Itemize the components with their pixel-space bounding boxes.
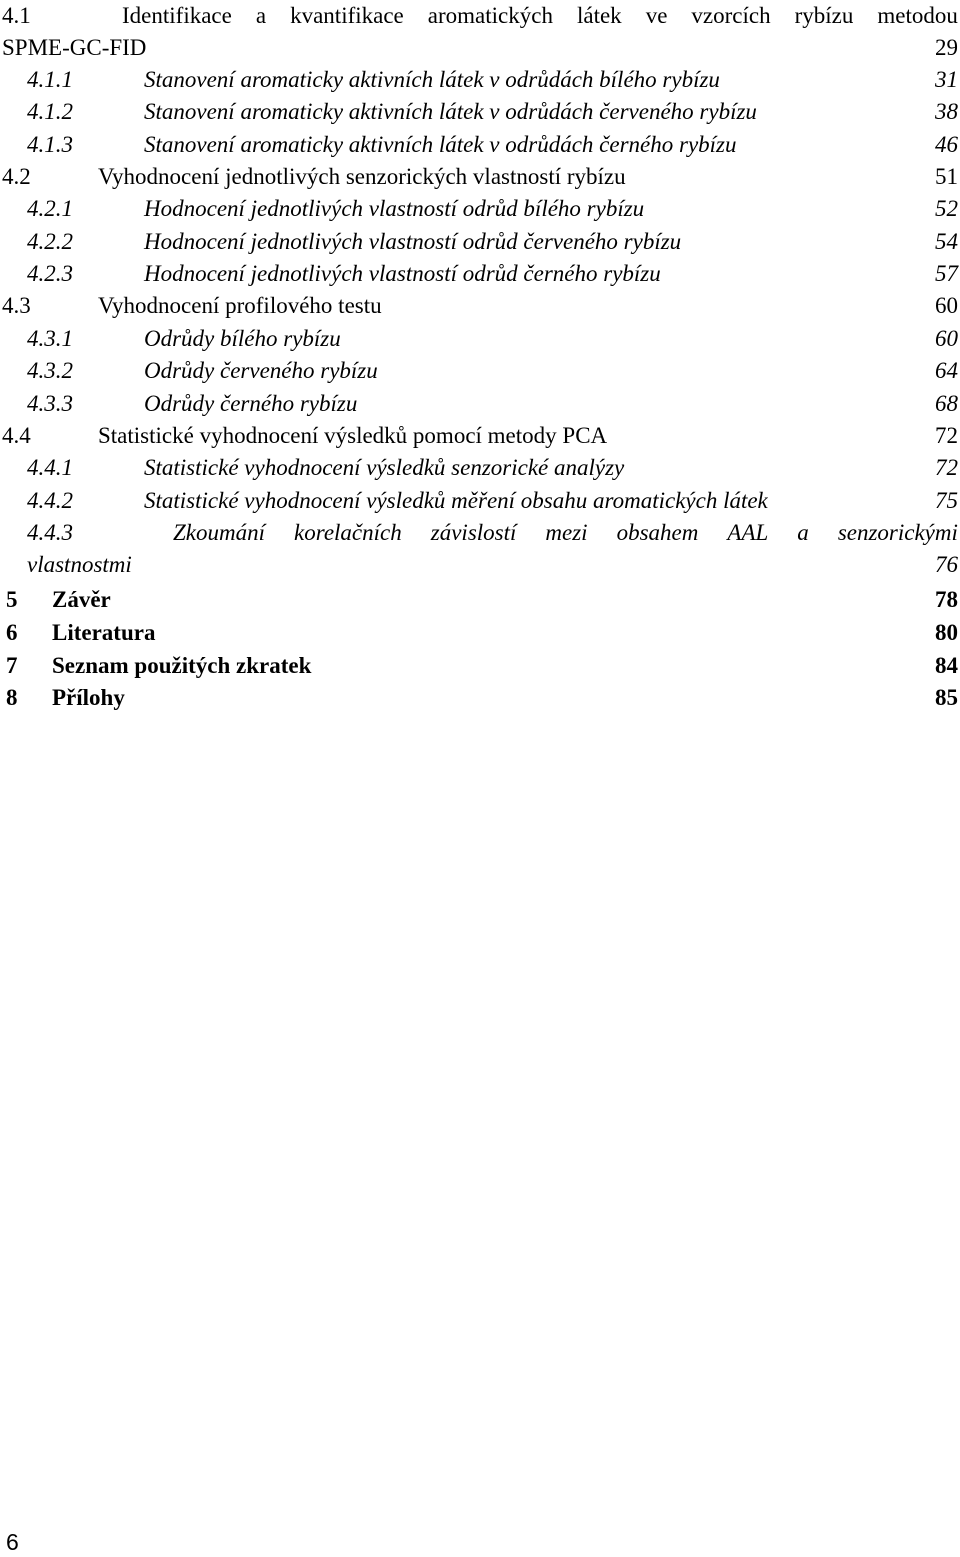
toc-page-number: 85: [935, 685, 958, 710]
toc-page-number: 76: [935, 552, 958, 577]
toc-entry-4-1[interactable]: [0, 0, 958, 32]
toc-entry-4-1-1[interactable]: [0, 64, 960, 96]
toc-title: Hodnocení jednotlivých vlastností odrůd černého rybízu: [144, 261, 661, 286]
toc-page-number: 80: [935, 620, 958, 645]
toc-page-number: 64: [935, 358, 958, 383]
toc-title-word: mezi: [545, 520, 588, 545]
toc-title-word: a: [797, 520, 809, 545]
toc-title: Odrůdy černého rybízu: [144, 391, 358, 416]
toc-title: Seznam použitých zkratek: [52, 653, 312, 678]
toc-title-word: závislostí: [430, 520, 517, 545]
toc-page-number: 51: [935, 164, 958, 189]
toc-number: 7: [6, 653, 18, 678]
toc-entry-4-4[interactable]: [0, 420, 960, 452]
toc-title-word: rybízu: [794, 3, 854, 28]
toc-page-number: 75: [935, 488, 958, 513]
toc-entry-4-2[interactable]: [0, 161, 960, 193]
toc-entry-4-1-3[interactable]: [0, 129, 960, 161]
toc-entry-7[interactable]: [0, 650, 960, 682]
toc-number: 4.2.1: [27, 196, 73, 221]
toc-entry-4-4-3[interactable]: [0, 517, 958, 549]
toc-entry-4-2-3[interactable]: [0, 258, 960, 290]
toc-title: Přílohy: [52, 685, 125, 710]
toc-entry-4-3-3[interactable]: [0, 388, 960, 420]
toc-page-number: 52: [935, 196, 958, 221]
toc-title-continuation: vlastnostmi: [27, 552, 132, 577]
toc-page-number: 68: [935, 391, 958, 416]
toc-page-number: 29: [935, 35, 958, 60]
toc-number: 4.3.3: [27, 391, 73, 416]
toc-page-number: 54: [935, 229, 958, 254]
toc-page-number: 72: [935, 455, 958, 480]
toc-title: Literatura: [52, 620, 156, 645]
toc-page-number: 46: [935, 132, 958, 157]
toc-title-word: metodou: [877, 3, 958, 28]
toc-page-number: 57: [935, 261, 958, 286]
toc-title: Vyhodnocení jednotlivých senzorických vlastností rybízu: [98, 164, 626, 189]
toc-title-word: vzorcích: [691, 3, 771, 28]
toc-title: Odrůdy bílého rybízu: [144, 326, 341, 351]
toc-number: 8: [6, 685, 18, 710]
toc-title: Hodnocení jednotlivých vlastností odrůd červeného rybízu: [144, 229, 682, 254]
page-number: 6: [6, 1529, 19, 1555]
toc-number: 4.2: [2, 164, 31, 189]
toc-entry-6[interactable]: [0, 617, 960, 649]
toc-number: 4.1.1: [27, 67, 73, 92]
toc-title: Stanovení aromaticky aktivních látek v odrůdách bílého rybízu: [144, 67, 720, 92]
toc-entry-5[interactable]: [0, 584, 960, 616]
toc-title: Stanovení aromaticky aktivních látek v odrůdách červeného rybízu: [144, 99, 757, 124]
toc-entry-4-4-2[interactable]: [0, 485, 960, 517]
toc-entry-4-1-2[interactable]: [0, 96, 960, 128]
toc-entry-4-4-3-continuation: [0, 549, 960, 581]
toc-entry-4-3-2[interactable]: [0, 355, 960, 387]
toc-title-word: látek: [576, 3, 622, 28]
toc-number: 4.2.2: [27, 229, 73, 254]
toc-title-word: kvantifikace: [290, 3, 404, 28]
toc-title-word: a: [255, 3, 267, 28]
toc-page-number: 78: [935, 587, 958, 612]
toc-title-word: aromatických: [427, 3, 553, 28]
toc-entry-4-2-2[interactable]: [0, 226, 960, 258]
toc-title-word: ve: [645, 3, 668, 28]
toc-number: 4.1: [2, 3, 31, 28]
toc-title: Statistické vyhodnocení výsledků senzorické analýzy: [144, 455, 625, 480]
toc-title-word: Identifikace: [122, 3, 232, 28]
toc-number: 4.3.2: [27, 358, 73, 383]
toc-number: 4.2.3: [27, 261, 73, 286]
toc-title: Stanovení aromaticky aktivních látek v odrůdách černého rybízu: [144, 132, 737, 157]
toc-title: Statistické vyhodnocení výsledků pomocí metody PCA: [98, 423, 608, 448]
toc-number: 4.4.1: [27, 455, 73, 480]
toc-entry-8[interactable]: [0, 682, 960, 714]
toc-title-word: obsahem: [616, 520, 699, 545]
toc-page-number: 38: [935, 99, 958, 124]
toc-number: 4.1.3: [27, 132, 73, 157]
toc-title: Závěr: [52, 587, 111, 612]
toc-title: Hodnocení jednotlivých vlastností odrůd bílého rybízu: [144, 196, 645, 221]
toc-title-word: senzorickými: [837, 520, 958, 545]
toc-number: 4.4: [2, 423, 31, 448]
toc-number: 6: [6, 620, 18, 645]
toc-entry-4-3-1[interactable]: [0, 323, 960, 355]
toc-page-number: 60: [935, 293, 958, 318]
toc-entry-4-2-1[interactable]: [0, 193, 960, 225]
toc-number: 5: [6, 587, 18, 612]
toc-entry-4-1-continuation: [0, 32, 960, 64]
toc-title-word: Zkoumání: [173, 520, 266, 545]
toc-title-word: AAL: [727, 520, 769, 545]
toc-number: 4.1.2: [27, 99, 73, 124]
toc-title-word: korelačních: [294, 520, 402, 545]
toc-page-number: 31: [935, 67, 958, 92]
toc-page-number: 72: [935, 423, 958, 448]
toc-number: 4.4.2: [27, 488, 73, 513]
toc-page-number: 60: [935, 326, 958, 351]
toc-number: 4.3: [2, 293, 31, 318]
toc-entry-4-4-1[interactable]: [0, 452, 960, 484]
toc-title-continuation: SPME-GC-FID: [2, 35, 147, 60]
toc-title: Statistické vyhodnocení výsledků měření obsahu aromatických látek: [144, 488, 768, 513]
toc-title: Odrůdy červeného rybízu: [144, 358, 378, 383]
toc-title: Vyhodnocení profilového testu: [98, 293, 382, 318]
toc-number: 4.4.3: [27, 520, 73, 545]
toc-page-number: 84: [935, 653, 958, 678]
toc-number: 4.3.1: [27, 326, 73, 351]
toc-entry-4-3[interactable]: [0, 290, 960, 322]
